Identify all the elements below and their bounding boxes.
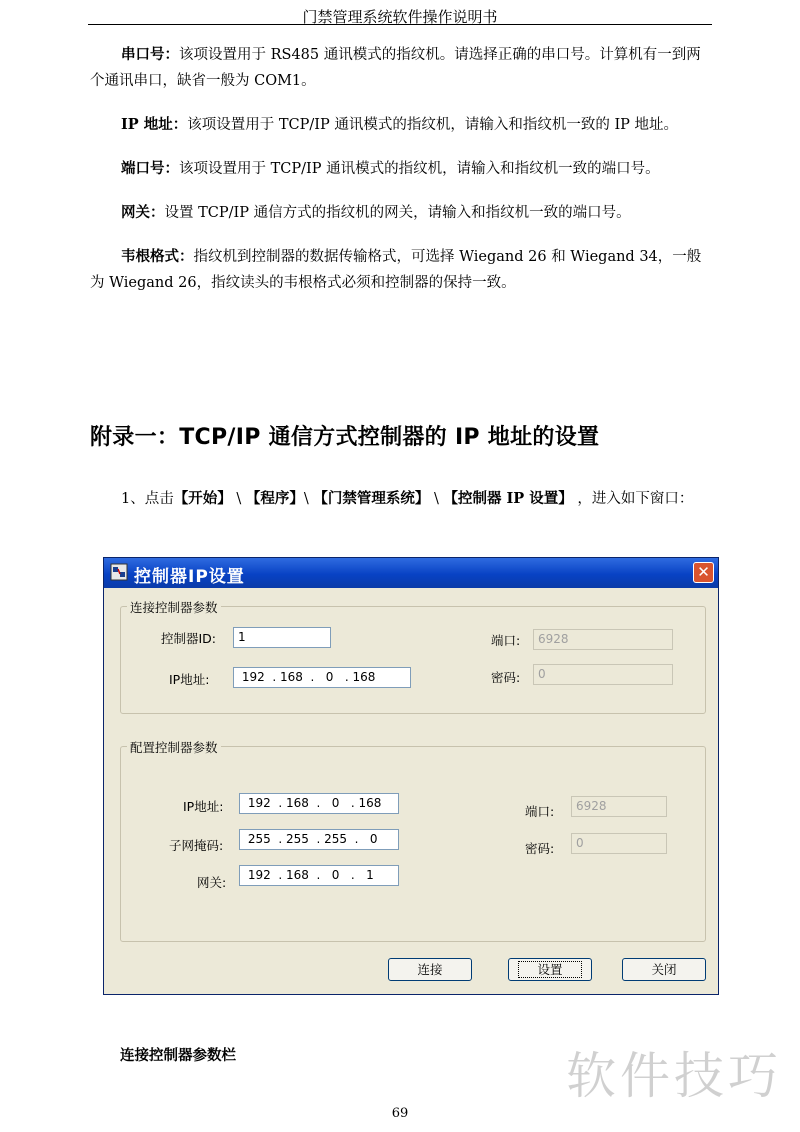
port-label: 端口: — [491, 633, 521, 648]
paragraph-gateway — [90, 200, 712, 226]
close-icon[interactable]: ✕ — [693, 562, 714, 583]
close-button-label: 关闭 — [651, 962, 677, 977]
dialog-title: 控制器IP设置 — [134, 567, 245, 587]
paragraph-text: 设置 TCP/IP 通信方式的指纹机的网关，请输入和指纹机一致的端口号。 — [164, 205, 631, 221]
paragraph-text: 指纹机到控制器的数据传输格式，可选择 Wiegand 26 和 Wiegand 34，一般为 Wiegand 26，指纹读头的韦根格式必须和控制器的保持一致。 — [90, 249, 702, 291]
controller-id-label: 控制器ID: — [161, 631, 217, 646]
ip-address-label: IP地址: — [183, 799, 224, 814]
config-password-input: 0 — [571, 833, 667, 854]
dialog-titlebar[interactable] — [104, 558, 718, 588]
close-button[interactable] — [622, 958, 706, 981]
paragraph-text: 该项设置用于 TCP/IP 通讯模式的指纹机，请输入和指纹机一致的端口号。 — [179, 161, 660, 177]
ip-address-label: IP地址: — [169, 672, 210, 687]
paragraph-text: 该项设置用于 TCP/IP 通讯模式的指纹机，请输入和指纹机一致的 IP 地址。 — [187, 117, 679, 133]
step-prefix: 1、点击 — [121, 491, 174, 507]
paragraph-label: 韦根格式： — [121, 248, 194, 265]
path-separator: \ — [429, 491, 444, 507]
header-divider — [88, 24, 712, 25]
paragraph-ip-address — [90, 112, 712, 138]
appendix-heading: 附录一：TCP/IP 通信方式控制器的 IP 地址的设置 — [90, 425, 600, 450]
config-ip-input[interactable]: 192 . 168 . 0 . 168 — [239, 793, 399, 814]
page-header: 门禁管理系统软件操作说明书 — [302, 8, 498, 26]
connect-port-input: 6928 — [533, 629, 673, 650]
section-caption: 连接控制器参数栏 — [120, 1047, 236, 1064]
paragraph-serial-port — [90, 42, 712, 94]
connect-password-input: 0 — [533, 664, 673, 685]
connect-button[interactable] — [388, 958, 472, 981]
password-label: 密码: — [525, 841, 555, 856]
menu-path-access-system: 【门禁管理系统】 — [313, 490, 430, 507]
paragraph-text: 该项设置用于 RS485 通讯模式的指纹机。请选择正确的串口号。计算机有一到两个通讯串口，缺省一般为 COM1。 — [90, 47, 701, 89]
app-icon — [110, 563, 128, 581]
connect-button-label: 连接 — [417, 962, 443, 977]
path-separator: \ — [303, 491, 314, 507]
set-button-label: 设置 — [518, 961, 581, 978]
set-button[interactable] — [508, 958, 592, 981]
paragraph-label: IP 地址： — [121, 116, 188, 133]
port-label: 端口: — [525, 804, 555, 819]
group-title: 配置控制器参数 — [127, 738, 221, 756]
subnet-mask-label: 子网掩码: — [169, 838, 224, 853]
config-port-input: 6928 — [571, 796, 667, 817]
connect-ip-input[interactable]: 192 . 168 . 0 . 168 — [233, 667, 411, 688]
connect-params-group — [120, 600, 706, 714]
config-params-group — [120, 740, 706, 942]
subnet-mask-input[interactable]: 255 . 255 . 255 . 0 — [239, 829, 399, 850]
paragraph-port — [90, 156, 712, 182]
paragraph-wiegand — [90, 244, 712, 296]
group-title: 连接控制器参数 — [127, 598, 221, 616]
paragraph-label: 串口号： — [121, 46, 179, 63]
paragraph-label: 端口号： — [121, 160, 179, 177]
step-suffix: ，进入如下窗口： — [572, 491, 694, 507]
page-number: 69 — [391, 1106, 409, 1121]
menu-path-start: 【开始】 — [173, 490, 232, 507]
paragraph-label: 网关： — [121, 204, 165, 221]
gateway-label: 网关: — [197, 875, 227, 890]
step-instruction — [90, 486, 712, 512]
watermark: 软件技巧 — [566, 1047, 782, 1105]
gateway-input[interactable]: 192 . 168 . 0 . 1 — [239, 865, 399, 886]
path-separator: \ — [231, 491, 246, 507]
password-label: 密码: — [491, 670, 521, 685]
menu-path-ip-settings: 【控制器 IP 设置】 — [443, 490, 573, 507]
controller-ip-dialog — [103, 557, 719, 995]
controller-id-input[interactable]: 1 — [233, 627, 331, 648]
menu-path-programs: 【程序】 — [245, 490, 304, 507]
